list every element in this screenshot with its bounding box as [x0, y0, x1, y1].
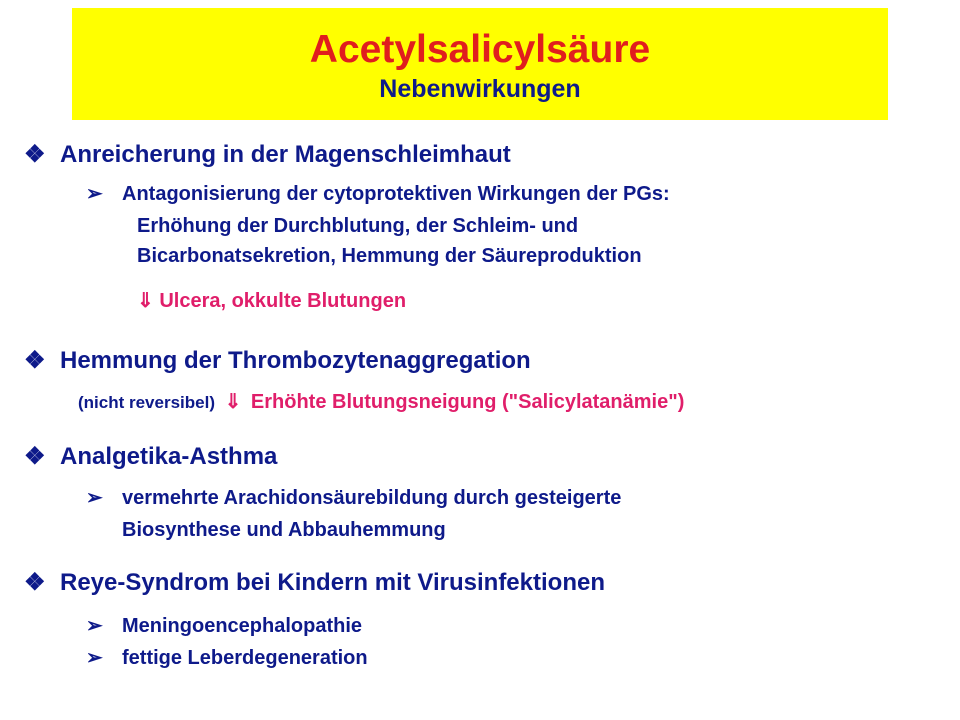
section-heading	[24, 568, 605, 598]
down-arrow-icon: ⇓	[224, 391, 242, 413]
heading-text: Reye-Syndrom bei Kindern mit Virusinfektionen	[60, 569, 605, 596]
sub-item-line: Bicarbonatsekretion, Hemmung der Säureproduktion	[137, 245, 642, 267]
diamond-cluster-icon: ❖	[24, 347, 46, 374]
consequence-text: Erhöhte Blutungsneigung ("Salicylatanämie")	[250, 391, 685, 413]
arrowhead-icon: ➢	[86, 487, 103, 509]
sub-item	[86, 644, 368, 672]
heading-text: Analgetika-Asthma	[60, 443, 278, 470]
arrowhead-icon: ➢	[86, 615, 103, 637]
arrowhead-icon: ➢	[86, 647, 103, 669]
heading-text: Anreicherung in der Magenschleimhaut	[60, 141, 511, 168]
title-box	[72, 8, 888, 120]
down-arrow-icon: ⇓	[137, 290, 154, 312]
section-heading	[24, 140, 511, 170]
diamond-cluster-icon: ❖	[24, 141, 46, 168]
page-subtitle: Nebenwirkungen	[379, 75, 581, 103]
sub-item-text: fettige Leberdegeneration	[122, 647, 368, 669]
sub-item	[86, 612, 362, 640]
diamond-cluster-icon: ❖	[24, 569, 46, 596]
sub-item-text: vermehrte Arachidonsäurebildung durch gesteigerte	[122, 487, 622, 509]
sub-item	[86, 484, 621, 512]
section-heading	[24, 442, 277, 472]
arrowhead-icon: ➢	[86, 183, 103, 205]
sub-item-line: Erhöhung der Durchblutung, der Schleim- und	[137, 215, 579, 237]
sub-item	[86, 180, 670, 208]
page-title: Acetylsalicylsäure	[309, 28, 651, 71]
heading-text: Hemmung der Thrombozytenaggregation	[60, 347, 531, 374]
consequence	[137, 287, 406, 315]
section-heading	[24, 346, 531, 376]
note-text: (nicht reversibel)	[78, 393, 215, 412]
consequence-text: Ulcera, okkulte Blutungen	[159, 290, 407, 312]
diamond-cluster-icon: ❖	[24, 443, 46, 470]
sub-item-text: Meningoencephalopathie	[122, 615, 363, 637]
sub-item-text: Antagonisierung der cytoprotektiven Wirkungen der PGs:	[122, 183, 670, 205]
sub-item-line: Biosynthese und Abbauhemmung	[122, 519, 446, 541]
note-line	[78, 388, 684, 417]
